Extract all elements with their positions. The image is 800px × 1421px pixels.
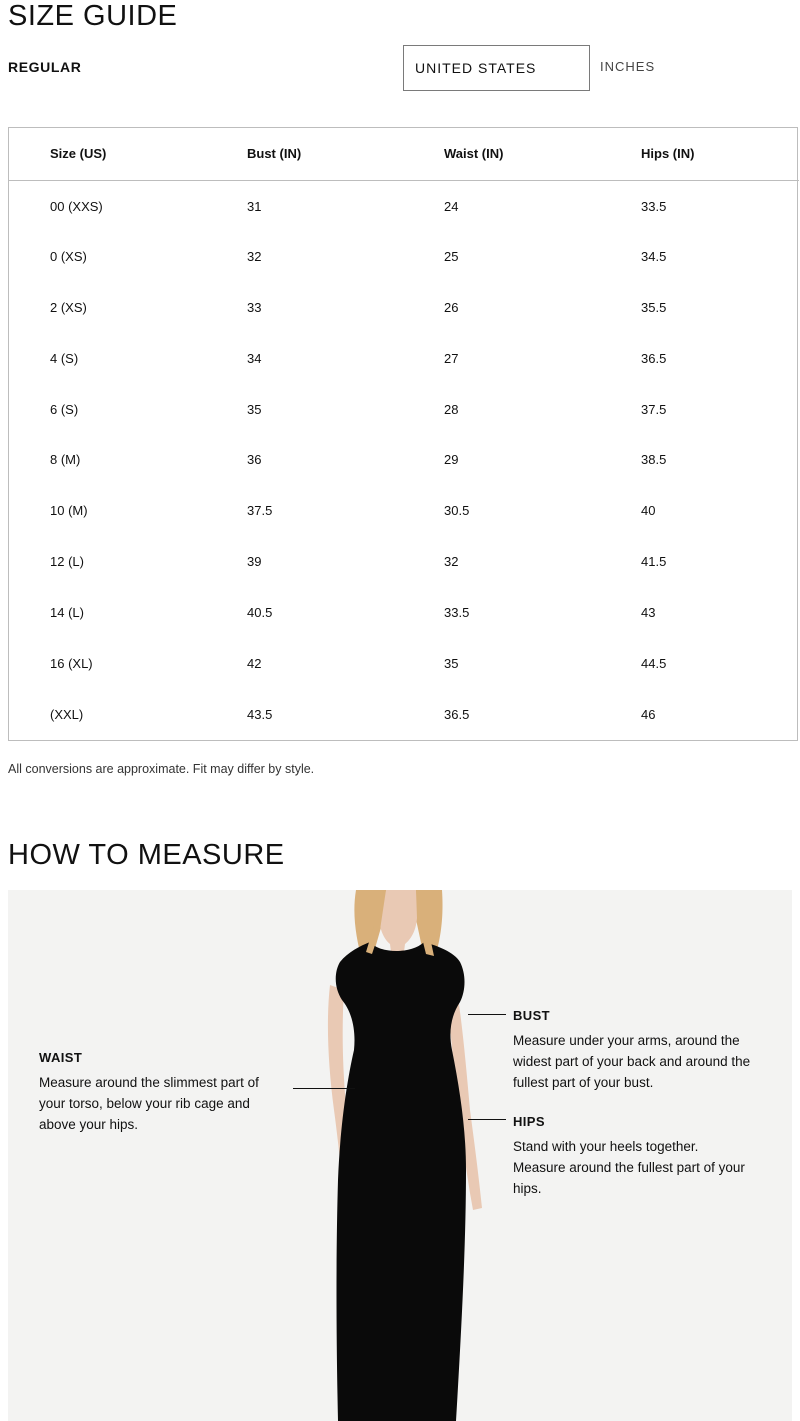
- region-select[interactable]: UNITED STATES: [403, 45, 590, 91]
- cell-bust: 35: [247, 401, 262, 417]
- cell-waist: 25: [444, 248, 459, 264]
- section-title-how-to-measure: HOW TO MEASURE: [8, 839, 285, 871]
- cell-bust: 39: [247, 554, 262, 570]
- leader-line-bust: [468, 1014, 506, 1015]
- cell-waist: 26: [444, 299, 459, 315]
- unit-toggle[interactable]: INCHES: [600, 59, 656, 74]
- cell-hips: 44.5: [641, 655, 667, 671]
- annotation-hips-text: Stand with your heels together. Measure around the fullest part of your hips.: [513, 1139, 745, 1196]
- cell-hips: 35.5: [641, 299, 667, 315]
- annotation-hips: [513, 1111, 753, 1199]
- table-row: [9, 282, 799, 333]
- cell-bust: 33: [247, 299, 262, 315]
- cell-hips: 38.5: [641, 452, 667, 468]
- cell-waist: 24: [444, 199, 459, 215]
- cell-waist: 35: [444, 655, 459, 671]
- column-header-size: Size (US): [9, 128, 206, 180]
- skin-shape: [379, 890, 417, 952]
- disclaimer: All conversions are approximate. Fit may differ by style.: [8, 762, 315, 776]
- column-header-waist: Waist (IN): [403, 128, 600, 180]
- cell-bust: 34: [247, 350, 262, 366]
- cell-size: 4 (S): [50, 350, 79, 366]
- cell-hips: 34.5: [641, 248, 667, 264]
- cell-waist: 28: [444, 401, 459, 417]
- leader-line-waist: [293, 1088, 355, 1089]
- cell-waist: 27: [444, 350, 459, 366]
- annotation-hips-heading: HIPS: [513, 1114, 545, 1129]
- leader-line-hips: [468, 1119, 506, 1120]
- cell-size: (XXL): [50, 706, 84, 722]
- cell-hips: 41.5: [641, 554, 667, 570]
- cell-bust: 37.5: [247, 503, 273, 519]
- cell-size: 00 (XXS): [50, 199, 103, 215]
- cell-size: 10 (M): [50, 503, 88, 519]
- cell-size: 16 (XL): [50, 655, 93, 671]
- table-row: [9, 587, 799, 638]
- table-row: [9, 689, 799, 740]
- cell-waist: 29: [444, 452, 459, 468]
- cell-bust: 40.5: [247, 605, 273, 621]
- cell-bust: 36: [247, 452, 262, 468]
- cell-hips: 33.5: [641, 199, 667, 215]
- table-row: [9, 333, 799, 384]
- cell-waist: 36.5: [444, 706, 470, 722]
- annotation-bust-heading: BUST: [513, 1008, 550, 1023]
- column-header-bust: Bust (IN): [206, 128, 403, 180]
- cell-waist: 32: [444, 554, 459, 570]
- cell-bust: 31: [247, 199, 262, 215]
- table-row: [9, 485, 799, 536]
- cell-bust: 42: [247, 655, 262, 671]
- table-row: [9, 384, 799, 435]
- measure-panel: [8, 890, 792, 1421]
- cell-hips: 43: [641, 605, 656, 621]
- size-table: [8, 127, 798, 741]
- column-header-hips: Hips (IN): [600, 128, 799, 180]
- table-row: [9, 434, 799, 485]
- annotation-bust-text: Measure under your arms, around the widest part of your back and around the fullest part of your bust.: [513, 1033, 751, 1090]
- cell-bust: 43.5: [247, 706, 273, 722]
- cell-size: 14 (L): [50, 605, 84, 621]
- fit-label: REGULAR: [8, 59, 82, 75]
- cell-size: 6 (S): [50, 401, 79, 417]
- table-row: [9, 638, 799, 689]
- cell-bust: 32: [247, 248, 262, 264]
- table-row: [9, 180, 799, 231]
- annotation-waist-text: Measure around the slimmest part of your torso, below your rib cage and above your hips.: [39, 1075, 259, 1132]
- cell-size: 0 (XS): [50, 248, 87, 264]
- cell-size: 8 (M): [50, 452, 81, 468]
- cell-hips: 37.5: [641, 401, 667, 417]
- cell-hips: 46: [641, 706, 656, 722]
- annotation-waist: [39, 1047, 284, 1135]
- table-row: [9, 536, 799, 587]
- table-header-row: [9, 128, 799, 180]
- dress-shape: [336, 942, 466, 1421]
- cell-waist: 33.5: [444, 605, 470, 621]
- cell-size: 12 (L): [50, 554, 84, 570]
- table-row: [9, 231, 799, 282]
- cell-waist: 30.5: [444, 503, 470, 519]
- cell-hips: 36.5: [641, 350, 667, 366]
- page-title: SIZE GUIDE: [8, 0, 178, 32]
- annotation-waist-heading: WAIST: [39, 1050, 83, 1065]
- cell-size: 2 (XS): [50, 299, 87, 315]
- annotation-bust: [513, 1005, 753, 1093]
- cell-hips: 40: [641, 503, 656, 519]
